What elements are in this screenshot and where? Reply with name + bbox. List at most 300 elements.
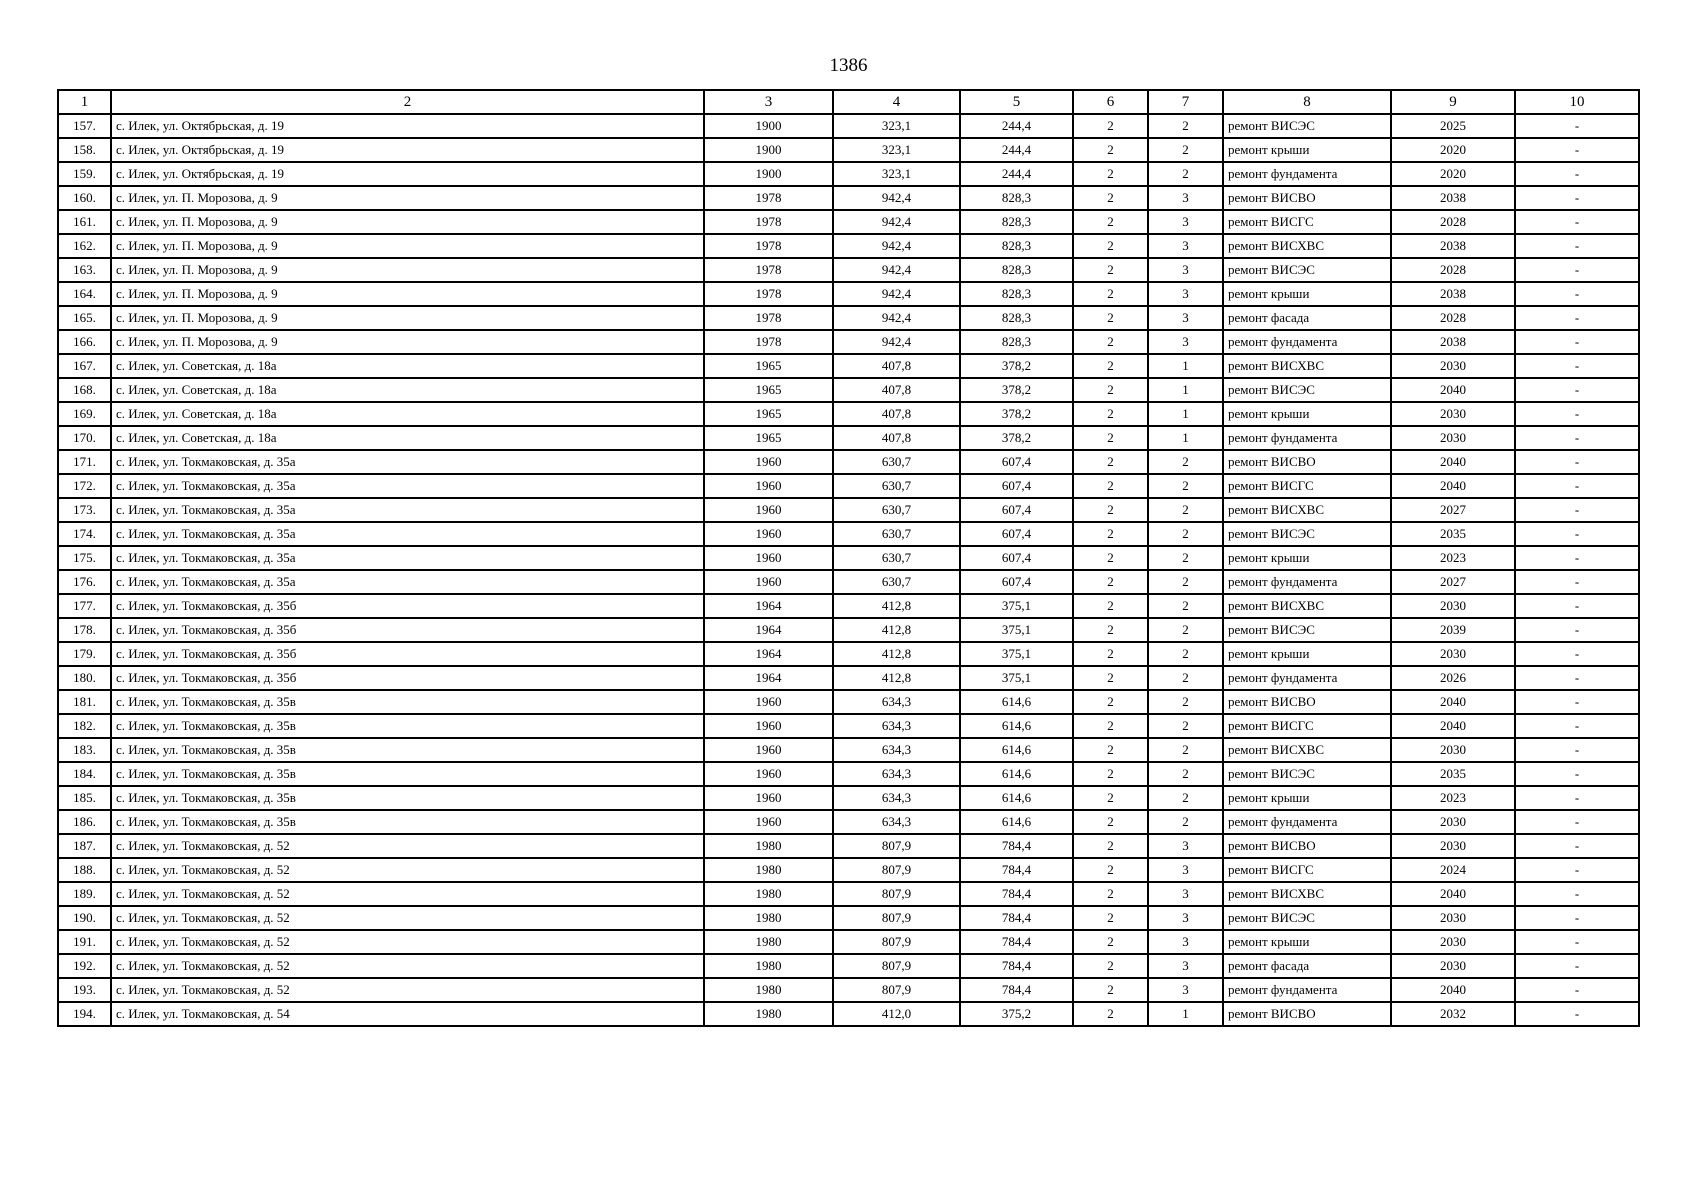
cell-address: с. Илек, ул. П. Морозова, д. 9	[111, 258, 704, 282]
cell-entrances: 2	[1148, 786, 1223, 810]
cell-note: -	[1515, 498, 1639, 522]
cell-work-type: ремонт крыши	[1223, 642, 1391, 666]
cell-floors: 2	[1073, 594, 1148, 618]
cell-row-number: 177.	[58, 594, 111, 618]
cell-address: с. Илек, ул. Токмаковская, д. 35в	[111, 738, 704, 762]
cell-plan-year: 2023	[1391, 786, 1515, 810]
cell-work-type: ремонт ВИСЭС	[1223, 258, 1391, 282]
cell-entrances: 1	[1148, 426, 1223, 450]
cell-row-number: 179.	[58, 642, 111, 666]
cell-work-type: ремонт ВИСЭС	[1223, 906, 1391, 930]
cell-address: с. Илек, ул. Токмаковская, д. 35б	[111, 594, 704, 618]
cell-total-area: 634,3	[833, 786, 960, 810]
cell-work-type: ремонт ВИСЭС	[1223, 378, 1391, 402]
cell-row-number: 181.	[58, 690, 111, 714]
cell-row-number: 170.	[58, 426, 111, 450]
cell-floors: 2	[1073, 234, 1148, 258]
column-header: 8	[1223, 90, 1391, 114]
cell-row-number: 189.	[58, 882, 111, 906]
cell-plan-year: 2038	[1391, 282, 1515, 306]
table-row	[58, 426, 1639, 450]
cell-total-area: 807,9	[833, 978, 960, 1002]
cell-living-area: 375,1	[960, 594, 1073, 618]
cell-address: с. Илек, ул. Токмаковская, д. 52	[111, 882, 704, 906]
cell-build-year: 1978	[704, 330, 833, 354]
cell-total-area: 942,4	[833, 330, 960, 354]
cell-entrances: 3	[1148, 906, 1223, 930]
cell-note: -	[1515, 258, 1639, 282]
cell-total-area: 407,8	[833, 378, 960, 402]
cell-floors: 2	[1073, 426, 1148, 450]
cell-build-year: 1960	[704, 786, 833, 810]
cell-note: -	[1515, 858, 1639, 882]
cell-note: -	[1515, 162, 1639, 186]
cell-row-number: 186.	[58, 810, 111, 834]
cell-living-area: 244,4	[960, 162, 1073, 186]
cell-row-number: 192.	[58, 954, 111, 978]
cell-note: -	[1515, 1002, 1639, 1026]
cell-address: с. Илек, ул. Токмаковская, д. 35б	[111, 642, 704, 666]
cell-entrances: 3	[1148, 930, 1223, 954]
cell-plan-year: 2030	[1391, 834, 1515, 858]
cell-build-year: 1980	[704, 978, 833, 1002]
table-row	[58, 282, 1639, 306]
cell-note: -	[1515, 786, 1639, 810]
cell-entrances: 2	[1148, 642, 1223, 666]
cell-work-type: ремонт фасада	[1223, 306, 1391, 330]
cell-floors: 2	[1073, 330, 1148, 354]
cell-plan-year: 2020	[1391, 162, 1515, 186]
cell-build-year: 1980	[704, 930, 833, 954]
cell-floors: 2	[1073, 834, 1148, 858]
cell-floors: 2	[1073, 186, 1148, 210]
cell-total-area: 807,9	[833, 834, 960, 858]
cell-floors: 2	[1073, 114, 1148, 138]
cell-living-area: 378,2	[960, 402, 1073, 426]
table-row	[58, 162, 1639, 186]
cell-plan-year: 2025	[1391, 114, 1515, 138]
cell-entrances: 3	[1148, 210, 1223, 234]
cell-living-area: 375,1	[960, 666, 1073, 690]
cell-row-number: 182.	[58, 714, 111, 738]
cell-note: -	[1515, 114, 1639, 138]
cell-note: -	[1515, 474, 1639, 498]
cell-build-year: 1960	[704, 474, 833, 498]
cell-address: с. Илек, ул. Токмаковская, д. 35а	[111, 546, 704, 570]
column-header: 6	[1073, 90, 1148, 114]
cell-entrances: 3	[1148, 954, 1223, 978]
cell-living-area: 375,2	[960, 1002, 1073, 1026]
cell-living-area: 828,3	[960, 234, 1073, 258]
cell-plan-year: 2040	[1391, 690, 1515, 714]
cell-floors: 2	[1073, 306, 1148, 330]
table-row	[58, 858, 1639, 882]
cell-entrances: 2	[1148, 762, 1223, 786]
cell-total-area: 630,7	[833, 546, 960, 570]
table-row	[58, 186, 1639, 210]
cell-build-year: 1965	[704, 354, 833, 378]
cell-plan-year: 2027	[1391, 498, 1515, 522]
cell-note: -	[1515, 426, 1639, 450]
cell-entrances: 2	[1148, 690, 1223, 714]
cell-address: с. Илек, ул. Токмаковская, д. 52	[111, 978, 704, 1002]
table-row	[58, 762, 1639, 786]
cell-row-number: 172.	[58, 474, 111, 498]
cell-work-type: ремонт крыши	[1223, 786, 1391, 810]
cell-note: -	[1515, 186, 1639, 210]
table-row	[58, 906, 1639, 930]
cell-entrances: 2	[1148, 162, 1223, 186]
cell-total-area: 807,9	[833, 906, 960, 930]
cell-note: -	[1515, 810, 1639, 834]
cell-living-area: 784,4	[960, 858, 1073, 882]
cell-living-area: 828,3	[960, 210, 1073, 234]
cell-build-year: 1978	[704, 234, 833, 258]
cell-note: -	[1515, 522, 1639, 546]
cell-living-area: 378,2	[960, 378, 1073, 402]
cell-living-area: 828,3	[960, 282, 1073, 306]
cell-row-number: 169.	[58, 402, 111, 426]
cell-address: с. Илек, ул. Октябрьская, д. 19	[111, 162, 704, 186]
cell-row-number: 191.	[58, 930, 111, 954]
cell-address: с. Илек, ул. Токмаковская, д. 35а	[111, 474, 704, 498]
cell-plan-year: 2028	[1391, 210, 1515, 234]
cell-floors: 2	[1073, 690, 1148, 714]
cell-entrances: 2	[1148, 474, 1223, 498]
cell-total-area: 942,4	[833, 210, 960, 234]
cell-work-type: ремонт ВИСХВС	[1223, 882, 1391, 906]
cell-living-area: 614,6	[960, 738, 1073, 762]
cell-living-area: 375,1	[960, 642, 1073, 666]
cell-living-area: 607,4	[960, 474, 1073, 498]
cell-build-year: 1980	[704, 1002, 833, 1026]
column-header: 7	[1148, 90, 1223, 114]
cell-total-area: 942,4	[833, 258, 960, 282]
cell-floors: 2	[1073, 210, 1148, 234]
cell-total-area: 412,8	[833, 594, 960, 618]
cell-total-area: 412,0	[833, 1002, 960, 1026]
cell-plan-year: 2030	[1391, 954, 1515, 978]
cell-floors: 2	[1073, 954, 1148, 978]
cell-work-type: ремонт фундамента	[1223, 426, 1391, 450]
cell-total-area: 634,3	[833, 810, 960, 834]
cell-living-area: 828,3	[960, 258, 1073, 282]
cell-entrances: 2	[1148, 450, 1223, 474]
cell-address: с. Илек, ул. Токмаковская, д. 35а	[111, 522, 704, 546]
cell-build-year: 1960	[704, 762, 833, 786]
cell-living-area: 614,6	[960, 714, 1073, 738]
cell-work-type: ремонт крыши	[1223, 930, 1391, 954]
cell-address: с. Илек, ул. Токмаковская, д. 35а	[111, 570, 704, 594]
cell-work-type: ремонт фасада	[1223, 954, 1391, 978]
cell-total-area: 412,8	[833, 618, 960, 642]
cell-floors: 2	[1073, 882, 1148, 906]
cell-total-area: 942,4	[833, 234, 960, 258]
cell-living-area: 607,4	[960, 522, 1073, 546]
table-row	[58, 618, 1639, 642]
cell-entrances: 2	[1148, 138, 1223, 162]
table-row	[58, 138, 1639, 162]
cell-build-year: 1960	[704, 546, 833, 570]
cell-living-area: 784,4	[960, 882, 1073, 906]
cell-address: с. Илек, ул. Советская, д. 18а	[111, 426, 704, 450]
cell-entrances: 3	[1148, 306, 1223, 330]
cell-note: -	[1515, 930, 1639, 954]
cell-address: с. Илек, ул. Токмаковская, д. 52	[111, 954, 704, 978]
cell-plan-year: 2030	[1391, 354, 1515, 378]
cell-living-area: 784,4	[960, 834, 1073, 858]
cell-entrances: 1	[1148, 354, 1223, 378]
cell-work-type: ремонт ВИСВО	[1223, 690, 1391, 714]
table-body	[58, 114, 1639, 1026]
table-row	[58, 738, 1639, 762]
cell-address: с. Илек, ул. Токмаковская, д. 52	[111, 906, 704, 930]
cell-total-area: 323,1	[833, 138, 960, 162]
table-row	[58, 354, 1639, 378]
cell-build-year: 1965	[704, 378, 833, 402]
cell-note: -	[1515, 354, 1639, 378]
table-row	[58, 690, 1639, 714]
cell-entrances: 3	[1148, 834, 1223, 858]
cell-build-year: 1964	[704, 618, 833, 642]
cell-address: с. Илек, ул. Токмаковская, д. 35а	[111, 498, 704, 522]
cell-plan-year: 2040	[1391, 474, 1515, 498]
table-row	[58, 234, 1639, 258]
cell-row-number: 157.	[58, 114, 111, 138]
cell-work-type: ремонт ВИСХВС	[1223, 498, 1391, 522]
cell-plan-year: 2039	[1391, 618, 1515, 642]
cell-row-number: 165.	[58, 306, 111, 330]
cell-living-area: 614,6	[960, 762, 1073, 786]
cell-living-area: 614,6	[960, 690, 1073, 714]
cell-total-area: 407,8	[833, 402, 960, 426]
cell-row-number: 184.	[58, 762, 111, 786]
cell-living-area: 828,3	[960, 306, 1073, 330]
cell-work-type: ремонт фундамента	[1223, 570, 1391, 594]
cell-work-type: ремонт ВИСГС	[1223, 858, 1391, 882]
cell-build-year: 1978	[704, 282, 833, 306]
cell-entrances: 3	[1148, 234, 1223, 258]
cell-address: с. Илек, ул. Советская, д. 18а	[111, 354, 704, 378]
cell-living-area: 614,6	[960, 810, 1073, 834]
cell-floors: 2	[1073, 282, 1148, 306]
cell-note: -	[1515, 546, 1639, 570]
cell-living-area: 607,4	[960, 450, 1073, 474]
cell-note: -	[1515, 834, 1639, 858]
cell-address: с. Илек, ул. Советская, д. 18а	[111, 378, 704, 402]
cell-entrances: 1	[1148, 378, 1223, 402]
column-header: 4	[833, 90, 960, 114]
cell-row-number: 190.	[58, 906, 111, 930]
cell-work-type: ремонт ВИСХВС	[1223, 354, 1391, 378]
cell-build-year: 1960	[704, 450, 833, 474]
table-row	[58, 666, 1639, 690]
cell-plan-year: 2030	[1391, 426, 1515, 450]
cell-total-area: 807,9	[833, 954, 960, 978]
cell-work-type: ремонт фундамента	[1223, 330, 1391, 354]
cell-floors: 2	[1073, 810, 1148, 834]
cell-floors: 2	[1073, 354, 1148, 378]
column-header: 1	[58, 90, 111, 114]
cell-floors: 2	[1073, 738, 1148, 762]
table-row	[58, 570, 1639, 594]
cell-build-year: 1960	[704, 690, 833, 714]
cell-address: с. Илек, ул. Советская, д. 18а	[111, 402, 704, 426]
cell-plan-year: 2028	[1391, 306, 1515, 330]
table-row	[58, 954, 1639, 978]
table-row	[58, 594, 1639, 618]
cell-plan-year: 2026	[1391, 666, 1515, 690]
cell-entrances: 2	[1148, 738, 1223, 762]
cell-living-area: 244,4	[960, 114, 1073, 138]
cell-living-area: 378,2	[960, 354, 1073, 378]
table-row	[58, 450, 1639, 474]
table-row	[58, 258, 1639, 282]
cell-plan-year: 2023	[1391, 546, 1515, 570]
cell-note: -	[1515, 306, 1639, 330]
cell-entrances: 2	[1148, 810, 1223, 834]
cell-build-year: 1980	[704, 954, 833, 978]
cell-address: с. Илек, ул. Токмаковская, д. 52	[111, 858, 704, 882]
cell-row-number: 161.	[58, 210, 111, 234]
cell-note: -	[1515, 690, 1639, 714]
cell-row-number: 160.	[58, 186, 111, 210]
header-row	[58, 90, 1639, 114]
cell-row-number: 159.	[58, 162, 111, 186]
cell-living-area: 784,4	[960, 906, 1073, 930]
cell-floors: 2	[1073, 474, 1148, 498]
cell-note: -	[1515, 666, 1639, 690]
cell-total-area: 412,8	[833, 666, 960, 690]
cell-address: с. Илек, ул. Токмаковская, д. 52	[111, 834, 704, 858]
cell-address: с. Илек, ул. Токмаковская, д. 35в	[111, 762, 704, 786]
cell-plan-year: 2038	[1391, 330, 1515, 354]
cell-work-type: ремонт ВИСВО	[1223, 186, 1391, 210]
cell-plan-year: 2035	[1391, 522, 1515, 546]
cell-note: -	[1515, 642, 1639, 666]
cell-plan-year: 2040	[1391, 978, 1515, 1002]
cell-note: -	[1515, 450, 1639, 474]
table-row	[58, 1002, 1639, 1026]
cell-entrances: 2	[1148, 498, 1223, 522]
cell-row-number: 164.	[58, 282, 111, 306]
cell-floors: 2	[1073, 402, 1148, 426]
cell-total-area: 942,4	[833, 306, 960, 330]
cell-note: -	[1515, 138, 1639, 162]
cell-row-number: 175.	[58, 546, 111, 570]
table-row	[58, 786, 1639, 810]
repair-registry-table	[57, 89, 1640, 1027]
cell-plan-year: 2030	[1391, 906, 1515, 930]
cell-build-year: 1960	[704, 714, 833, 738]
cell-entrances: 2	[1148, 618, 1223, 642]
cell-row-number: 180.	[58, 666, 111, 690]
cell-row-number: 163.	[58, 258, 111, 282]
cell-plan-year: 2030	[1391, 594, 1515, 618]
cell-row-number: 188.	[58, 858, 111, 882]
cell-address: с. Илек, ул. Октябрьская, д. 19	[111, 138, 704, 162]
cell-row-number: 176.	[58, 570, 111, 594]
cell-work-type: ремонт крыши	[1223, 282, 1391, 306]
cell-note: -	[1515, 378, 1639, 402]
cell-note: -	[1515, 906, 1639, 930]
cell-total-area: 634,3	[833, 762, 960, 786]
cell-address: с. Илек, ул. П. Морозова, д. 9	[111, 186, 704, 210]
cell-living-area: 607,4	[960, 546, 1073, 570]
cell-floors: 2	[1073, 930, 1148, 954]
cell-row-number: 178.	[58, 618, 111, 642]
cell-plan-year: 2032	[1391, 1002, 1515, 1026]
cell-row-number: 168.	[58, 378, 111, 402]
cell-total-area: 323,1	[833, 162, 960, 186]
cell-address: с. Илек, ул. Токмаковская, д. 35б	[111, 666, 704, 690]
cell-plan-year: 2040	[1391, 450, 1515, 474]
cell-work-type: ремонт ВИСГС	[1223, 474, 1391, 498]
cell-row-number: 174.	[58, 522, 111, 546]
cell-build-year: 1978	[704, 306, 833, 330]
cell-living-area: 784,4	[960, 978, 1073, 1002]
cell-floors: 2	[1073, 1002, 1148, 1026]
cell-build-year: 1980	[704, 882, 833, 906]
cell-work-type: ремонт ВИСХВС	[1223, 234, 1391, 258]
cell-work-type: ремонт фундамента	[1223, 666, 1391, 690]
cell-address: с. Илек, ул. П. Морозова, д. 9	[111, 282, 704, 306]
cell-entrances: 3	[1148, 882, 1223, 906]
cell-address: с. Илек, ул. Токмаковская, д. 35в	[111, 810, 704, 834]
cell-total-area: 942,4	[833, 186, 960, 210]
cell-floors: 2	[1073, 138, 1148, 162]
cell-address: с. Илек, ул. П. Морозова, д. 9	[111, 234, 704, 258]
cell-address: с. Илек, ул. Токмаковская, д. 52	[111, 930, 704, 954]
cell-floors: 2	[1073, 546, 1148, 570]
table-row	[58, 210, 1639, 234]
table-row	[58, 930, 1639, 954]
cell-work-type: ремонт ВИСВО	[1223, 1002, 1391, 1026]
cell-floors: 2	[1073, 618, 1148, 642]
cell-address: с. Илек, ул. Токмаковская, д. 54	[111, 1002, 704, 1026]
cell-plan-year: 2040	[1391, 714, 1515, 738]
cell-row-number: 167.	[58, 354, 111, 378]
cell-note: -	[1515, 570, 1639, 594]
cell-note: -	[1515, 738, 1639, 762]
column-header: 2	[111, 90, 704, 114]
table-row	[58, 882, 1639, 906]
cell-total-area: 807,9	[833, 882, 960, 906]
cell-row-number: 171.	[58, 450, 111, 474]
cell-build-year: 1960	[704, 810, 833, 834]
cell-build-year: 1900	[704, 162, 833, 186]
page-number: 1386	[829, 55, 868, 76]
cell-floors: 2	[1073, 450, 1148, 474]
cell-floors: 2	[1073, 522, 1148, 546]
cell-entrances: 1	[1148, 1002, 1223, 1026]
cell-build-year: 1960	[704, 498, 833, 522]
cell-floors: 2	[1073, 714, 1148, 738]
cell-address: с. Илек, ул. Токмаковская, д. 35в	[111, 714, 704, 738]
cell-build-year: 1960	[704, 738, 833, 762]
cell-entrances: 3	[1148, 858, 1223, 882]
cell-note: -	[1515, 282, 1639, 306]
cell-total-area: 807,9	[833, 858, 960, 882]
cell-plan-year: 2024	[1391, 858, 1515, 882]
cell-build-year: 1965	[704, 402, 833, 426]
table-row	[58, 978, 1639, 1002]
cell-floors: 2	[1073, 570, 1148, 594]
cell-total-area: 630,7	[833, 570, 960, 594]
cell-address: с. Илек, ул. П. Морозова, д. 9	[111, 330, 704, 354]
table-row	[58, 546, 1639, 570]
cell-address: с. Илек, ул. Токмаковская, д. 35в	[111, 690, 704, 714]
